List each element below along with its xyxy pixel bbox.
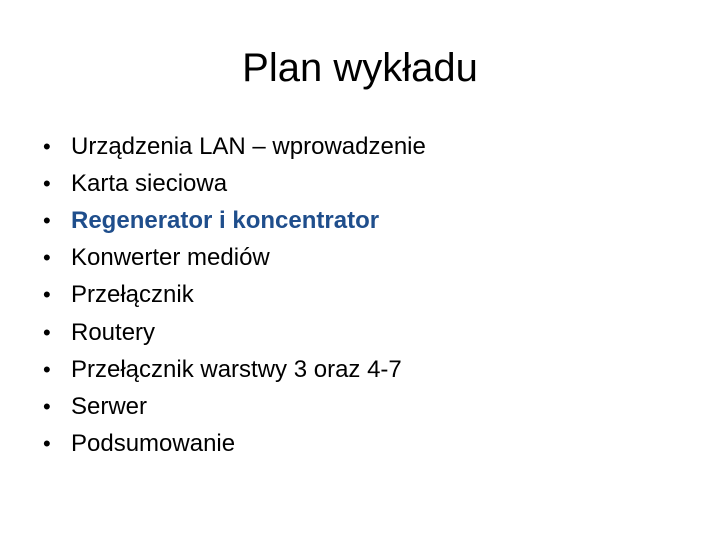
bullet-icon: • [43,245,51,271]
list-item-label: Podsumowanie [71,430,236,458]
list-item [43,388,683,425]
bullet-icon: • [43,207,51,233]
bullet-icon: • [43,431,51,457]
list-item-highlighted [43,202,683,239]
list-item [43,314,683,351]
slide-title [0,44,720,92]
bullet-icon: • [43,393,51,419]
agenda-list [43,128,683,463]
list-item-label: Przełącznik warstwy 3 oraz 4-7 [71,355,402,383]
list-item-label: Urządzenia LAN – wprowadzenie [71,132,426,160]
list-item [43,351,683,388]
bullet-icon: • [43,170,51,196]
bullet-icon: • [43,319,51,345]
list-item [43,128,683,165]
bullet-icon: • [43,282,51,308]
list-item-label-highlighted: Regenerator i koncentrator [71,206,380,234]
bullet-icon: • [43,356,51,382]
list-item-label: Serwer [71,392,148,420]
list-item-label: Routery [71,318,156,346]
list-item [43,165,683,202]
list-item-label: Karta sieciowa [71,169,228,197]
slide-title-text: Plan wykładu [242,46,478,90]
list-item [43,426,683,463]
list-item [43,240,683,277]
list-item-label: Konwerter mediów [71,244,270,272]
list-item [43,277,683,314]
list-item-label: Przełącznik [71,281,194,309]
bullet-icon: • [43,133,51,159]
